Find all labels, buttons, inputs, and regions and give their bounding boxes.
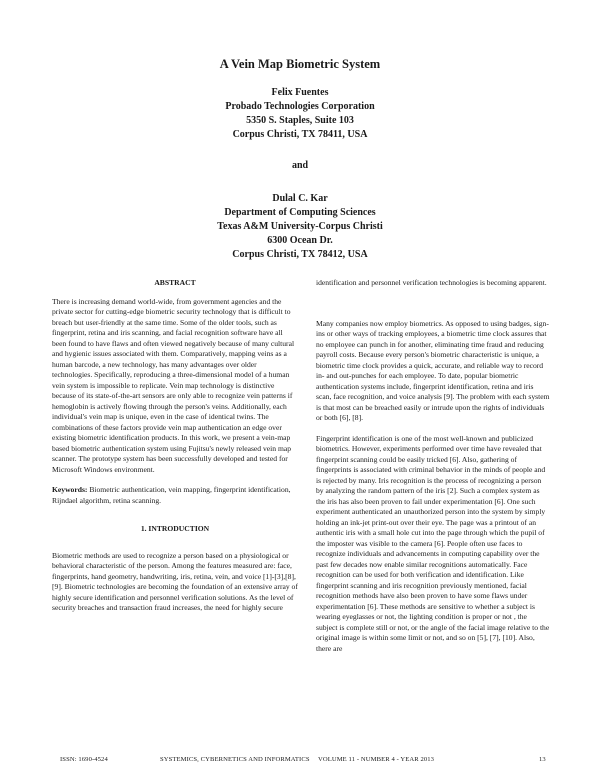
author-separator: and (291, 160, 309, 171)
footer-volume: VOLUME 11 - NUMBER 4 - YEAR 2013 (318, 756, 435, 763)
intro-paragraph-1: Biometric methods are used to recognize a person based on a physiological or behavioral characteristic of the person. Among the features measured are: face, fingerprints, hand geometry, handwriting, iris, retina, vein, and voice [1]-[3],[8],[9]. Biometric technologies are becoming the foundation of an extensive array of highly secure identification and personnel verification solutions. As the level of security breaches and transaction fraud increases, the need for highly secure (52, 550, 298, 612)
author-city: Corpus Christi, TX 78411, USA (232, 129, 368, 140)
keywords (52, 485, 298, 506)
right-column (316, 278, 550, 664)
intro-paragraph-3: Fingerprint identification is one of the most well-known and publicized biometrics. However, experiments performed over time have revealed that fingerprint scanning could be easily tricked [6]. Also, gathering of fingerprints is associated with criminal behavior in the minds of people and is rejected by many. Iris recognition is the process of recognizing a person by analyzing the random pattern of the iris [2]. Such a complex system as the iris has also been proven to fail under experimentation [6]. One such experiment authenticated an unauthorized person into the system by simply holding an ink-jet print-out over their eye. The page was a printout of an authentic iris with a small hole cut into the page through which the pupil of the imposter was visible to the camera [6]. People often use faces to recognize individuals and advancements in computing capability over the past few decades now enable similar recognitions automatically. Face recognition can be used for both verification and identification. Like fingerprint scanning and iris recognition previously mentioned, facial recognition methods have also been proven to have some flaws under experimentation [6]. These methods are sensitive to whether a subject is wearing eyeglasses or not, the lighting condition is proper or not , the subject is complete still or not, or the angle of the facial image relative to the original image is within some limit or not, and so on [5], [7], [10]. Also, there are (316, 433, 550, 653)
intro-paragraph-1-continued: identification and personnel verification technologies is becoming apparent. (316, 278, 547, 287)
left-column (52, 278, 298, 624)
author-block-1 (0, 86, 600, 142)
footer-page-number: 13 (539, 756, 546, 763)
author-city: Corpus Christi, TX 78412, USA (232, 249, 368, 260)
keywords-label: Keywords: (52, 485, 88, 494)
paper-title: A Vein Map Biometric System (219, 57, 381, 71)
author-department: Department of Computing Sciences (224, 207, 376, 218)
abstract-text: There is increasing demand world-wide, from government agencies and the private sector for cutting-edge biometric security technology that is difficult to breach but user-friendly at the same time. Some of the older tools, such as fingerprint, retina and iris scanning, and facial recognition software have all been found to have flaws and often viewed negatively because of many cultural and hygienic issues associated with them. Comparatively, mapping veins as a human barcode, a new technology, has many advantages over older technologies. Specifically, reproducing a three-dimensional model of a human vein system is impossible to replicate. Vein map technology is distinctive because of its state-of-the-art sensors are only able to recognize vein patterns if hemoglobin is actively flowing through the person's veins. Additionally, each individual's vein map is unique, even in the case of identical twins. The combinations of these factors provide vein map authentication an edge over existing biometric identification products. In this work, we present a vein-map based biometric authentication system using Fujitsu's newly released vein map scanner. The prototype system has been successfully developed and tested for Microsoft Windows environment. (52, 296, 295, 474)
keywords-text: Biometric authentication, vein mapping, fingerprint identification, Rijndael algorithm, retina scanning. (52, 485, 291, 505)
author-address: 6300 Ocean Dr. (267, 235, 333, 246)
intro-paragraph-2: Many companies now employ biometrics. As opposed to using badges, sign-ins or other ways of tracking employees, a biometric time clock assures that no employee can punch in for another, eliminating time fraud and reducing payroll costs. Because every person's biometric characteristic is unique, a biometric time clock provides a quick, accurate, and reliable way to record in- and out-punches for each employee. To date, popular biometric authentication systems include, fingerprint identification, retina and iris scan, face recognition, and voice analysis [9]. The problem with each system is that most can be breached easily or intrude upon the rights of individuals or both [6], [8]. (316, 318, 550, 422)
footer-issn: ISSN: 1690-4524 (60, 756, 108, 763)
author-block-2 (0, 192, 600, 262)
author-address: 5350 S. Staples, Suite 103 (246, 115, 354, 126)
author-name: Dulal C. Kar (272, 193, 328, 204)
author-name: Felix Fuentes (271, 87, 329, 98)
footer-journal: SYSTEMICS, CYBERNETICS AND INFORMATICS (160, 756, 310, 763)
author-affiliation: Texas A&M University-Corpus Christi (217, 221, 383, 232)
introduction-heading: 1. INTRODUCTION (140, 524, 210, 533)
page-footer (0, 756, 600, 766)
author-affiliation: Probado Technologies Corporation (225, 101, 375, 112)
abstract-heading: ABSTRACT (154, 278, 196, 287)
